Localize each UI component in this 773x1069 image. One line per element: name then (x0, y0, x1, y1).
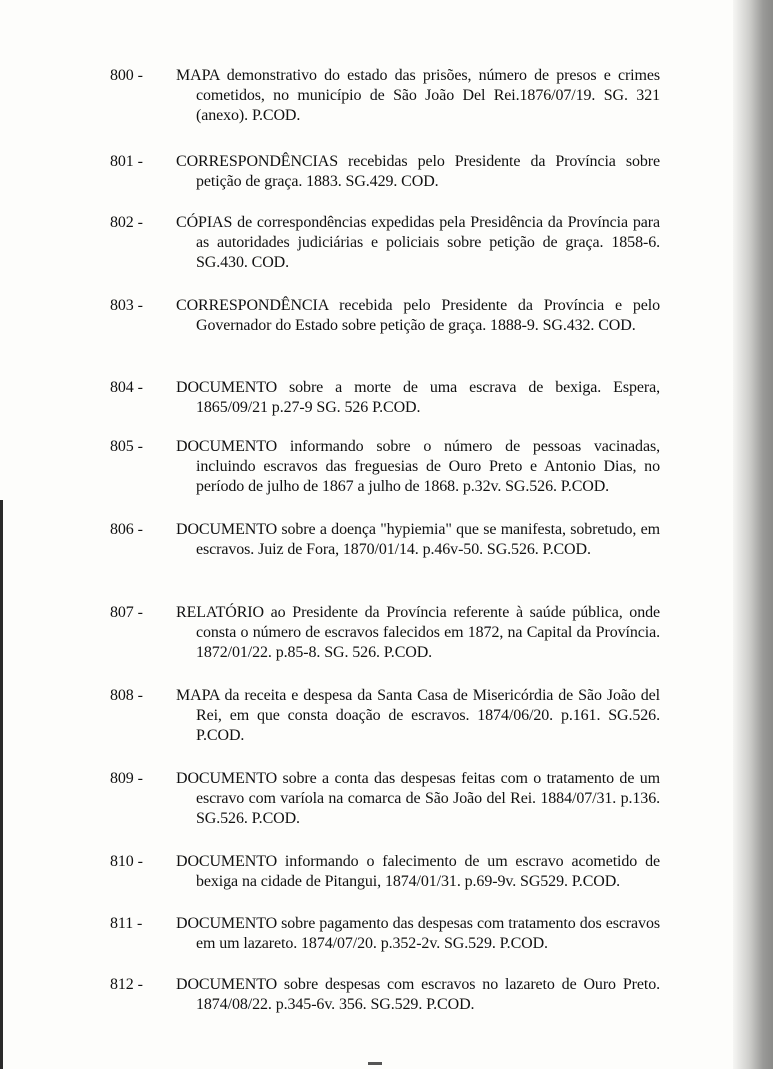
entry-text: DOCUMENTO sobre despesas com escravos no lazareto de Ouro Preto. 1874/08/22. p.345-6v. 356. SG.529. P.COD. (176, 976, 660, 1013)
entry-text: DOCUMENTO informando o falecimento de um escravo acometido de bexiga na cidade de Pitangui, 1874/01/31. p.69-9v. SG529. P.COD. (176, 853, 660, 890)
book-spine-shadow (733, 0, 773, 1069)
entry-number: 810 - (110, 853, 143, 870)
entry-number: 809 - (110, 770, 143, 787)
entry-number: 805 - (110, 438, 143, 455)
entry-text: DOCUMENTO informando sobre o número de pessoas vacinadas, incluindo escravos das freguesias de Ouro Preto e Antonio Dias, no período de julho de 1867 a julho de 1868. p.32v. SG.526. P.COD. (176, 438, 660, 495)
entry-text: DOCUMENTO sobre a doença "hypiemia" que se manifesta, sobretudo, em escravos. Juiz de Fora, 1870/01/14. p.46v-50. SG.526. P.COD. (176, 521, 660, 558)
entry-number: 802 - (110, 214, 143, 231)
entry-number: 806 - (110, 521, 143, 538)
page-number-fragment (368, 1062, 382, 1065)
page-edge-line (0, 500, 3, 1069)
entry-number: 804 - (110, 379, 143, 396)
entry-text: CORRESPONDÊNCIA recebida pelo Presidente da Província e pelo Governador do Estado sobre petição de graça. 1888-9. SG.432. COD. (176, 297, 660, 334)
entry-text: MAPA demonstrativo do estado das prisões, número de presos e crimes cometidos, no município de São João Del Rei.1876/07/19. SG. 321 (anexo). P.COD. (176, 67, 660, 124)
entry-number: 807 - (110, 604, 143, 621)
entry-number: 812 - (110, 976, 143, 993)
entry-number: 801 - (110, 153, 143, 170)
entry-number: 811 - (110, 915, 143, 932)
entry-text: RELATÓRIO ao Presidente da Província referente à saúde pública, onde consta o número de escravos falecidos em 1872, na Capital da Província. 1872/01/22. p.85-8. SG. 526. P.COD. (176, 604, 660, 661)
entry-number: 800 - (110, 67, 143, 84)
entry-text: CÓPIAS de correspondências expedidas pela Presidência da Província para as autoridades judiciárias e policiais sobre petição de graça. 1858-6. SG.430. COD. (176, 214, 660, 271)
entry-text: CORRESPONDÊNCIAS recebidas pelo Presidente da Província sobre petição de graça. 1883. SG.429. COD. (176, 153, 660, 190)
entry-number: 808 - (110, 687, 143, 704)
entry-text: DOCUMENTO sobre a morte de uma escrava de bexiga. Espera, 1865/09/21 p.27-9 SG. 526 P.COD. (176, 379, 660, 416)
entry-text: DOCUMENTO sobre a conta das despesas feitas com o tratamento de um escravo com varíola na comarca de São João del Rei. 1884/07/31. p.136. SG.526. P.COD. (176, 770, 660, 827)
entry-text: MAPA da receita e despesa da Santa Casa de Misericórdia de São João del Rei, em que consta doação de escravos. 1874/06/20. p.161. SG.526. P.COD. (176, 687, 660, 744)
entry-number: 803 - (110, 297, 143, 314)
entry-text: DOCUMENTO sobre pagamento das despesas com tratamento dos escravos em um lazareto. 1874/07/20. p.352-2v. SG.529. P.COD. (176, 915, 660, 952)
